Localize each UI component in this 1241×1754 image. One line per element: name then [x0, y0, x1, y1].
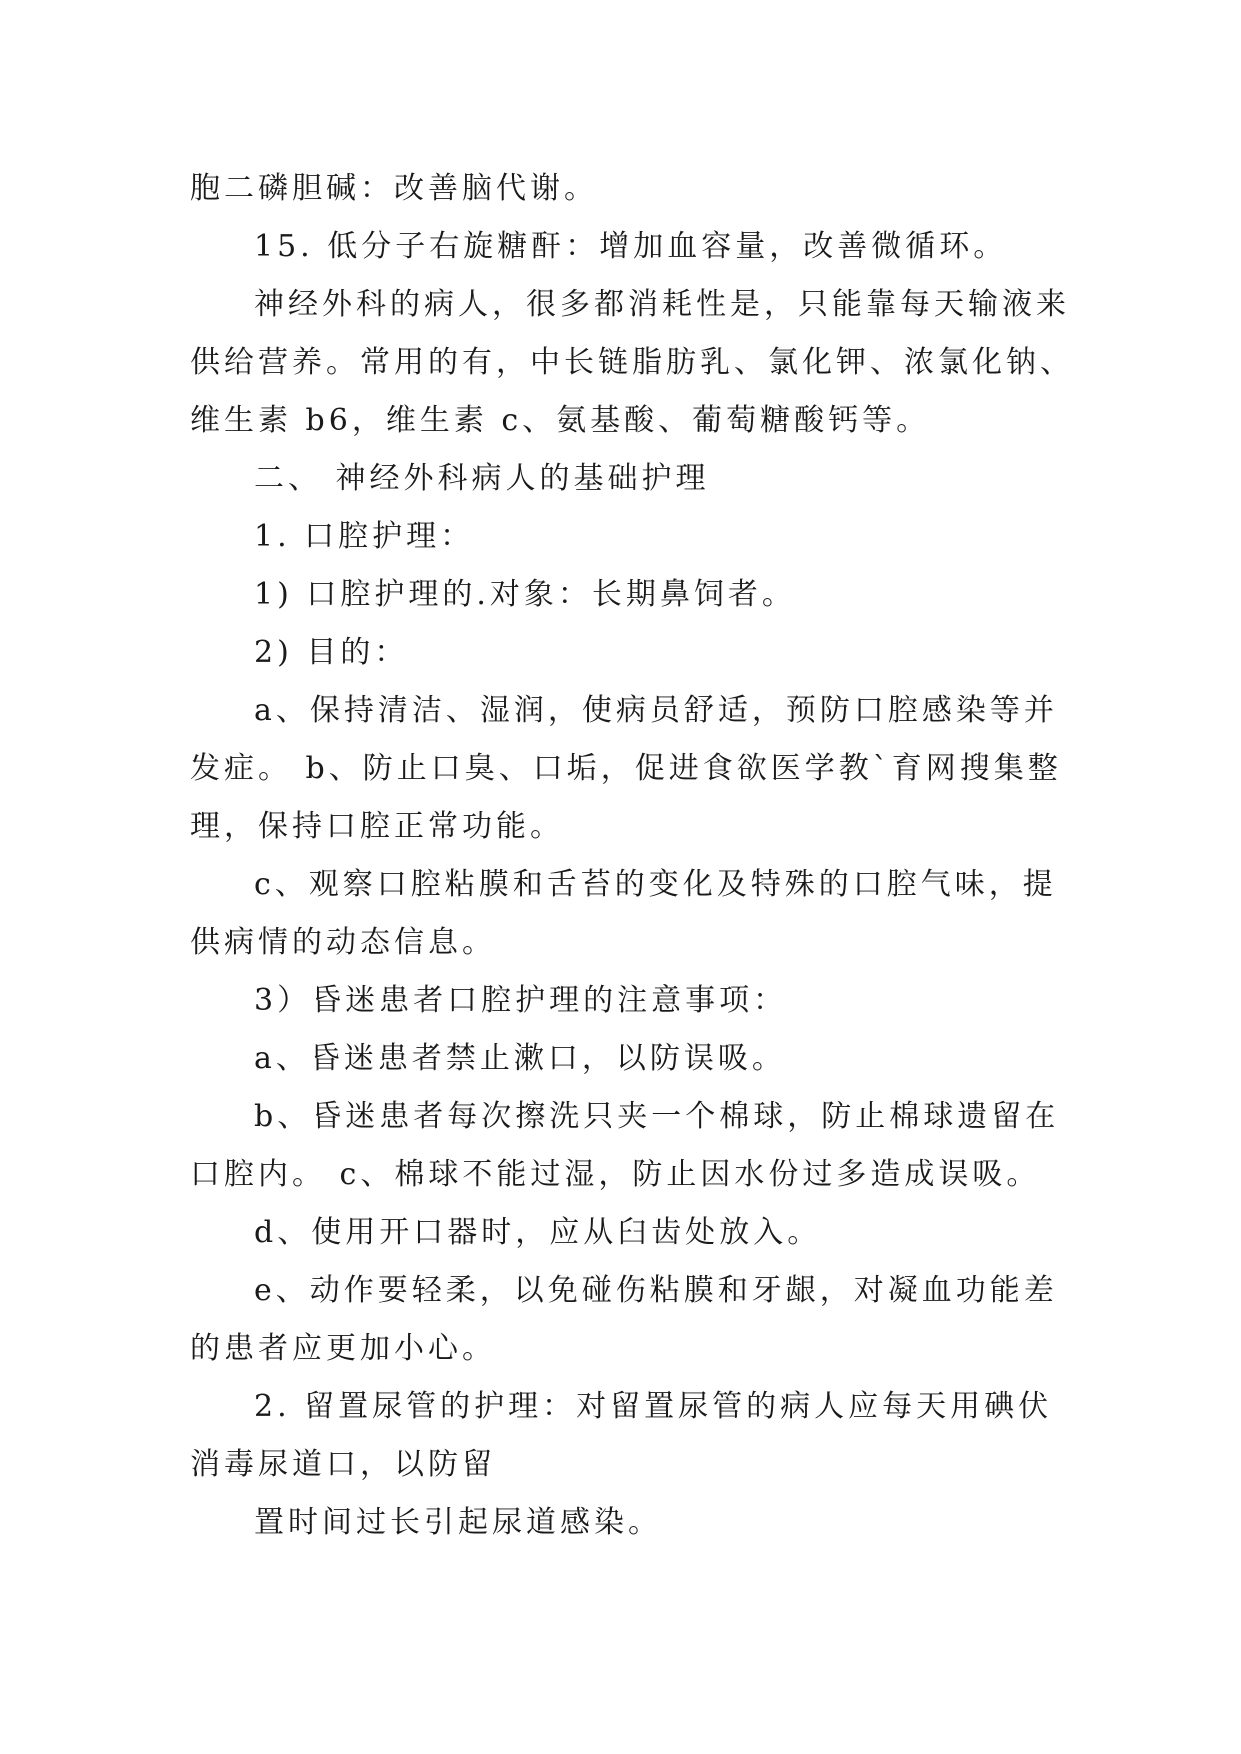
text-line: e、动作要轻柔，以免碰伤粘膜和牙龈，对凝血功能差 [254, 1273, 1058, 1308]
document-body [190, 160, 1074, 1552]
text-line: 口腔内。 c、棉球不能过湿，防止因水份过多造成误吸。 [190, 1157, 1041, 1192]
text-line: 消毒尿道口，以防留 [190, 1447, 496, 1482]
subsection-heading: 2. 留置尿管的护理：对留置尿管的病人应每天用碘伏 [254, 1389, 1053, 1424]
subsection-heading: 1. 口腔护理： [254, 519, 475, 554]
text-line: 置时间过长引起尿道感染。 [254, 1505, 662, 1540]
text-line: 胞二磷胆碱：改善脑代谢。 [190, 171, 598, 206]
text-line: 3）昏迷患者口腔护理的注意事项： [254, 983, 788, 1018]
text-line: 的患者应更加小心。 [190, 1331, 496, 1366]
text-line: 供给营养。常用的有，中长链脂肪乳、氯化钾、浓氯化钠、 [190, 345, 1074, 380]
text-line: b、昏迷患者每次擦洗只夹一个棉球，防止棉球遗留在 [254, 1099, 1060, 1134]
text-line: 1) 口腔护理的.对象：长期鼻饲者。 [254, 577, 796, 612]
text-line: d、使用开口器时，应从臼齿处放入。 [254, 1215, 822, 1250]
text-line: a、昏迷患者禁止漱口，以防误吸。 [254, 1041, 786, 1076]
text-line: 理，保持口腔正常功能。 [190, 809, 564, 844]
text-line: 维生素 b6，维生素 c、氨基酸、葡萄糖酸钙等。 [190, 403, 931, 438]
text-line: 供病情的动态信息。 [190, 925, 496, 960]
text-line: a、保持清洁、湿润，使病员舒适，预防口腔感染等并 [254, 693, 1058, 728]
section-heading: 二、 神经外科病人的基础护理 [254, 461, 710, 496]
text-line: 2) 目的： [254, 635, 409, 670]
text-line: 发症。 b、防止口臭、口垢，促进食欲医学教`育网搜集整 [190, 751, 1062, 786]
text-line: c、观察口腔粘膜和舌苔的变化及特殊的口腔气味，提 [254, 867, 1057, 902]
text-line: 神经外科的病人，很多都消耗性是，只能靠每天输液来 [254, 287, 1070, 322]
text-line: 15. 低分子右旋糖酐：增加血容量，改善微循环。 [254, 229, 1008, 264]
